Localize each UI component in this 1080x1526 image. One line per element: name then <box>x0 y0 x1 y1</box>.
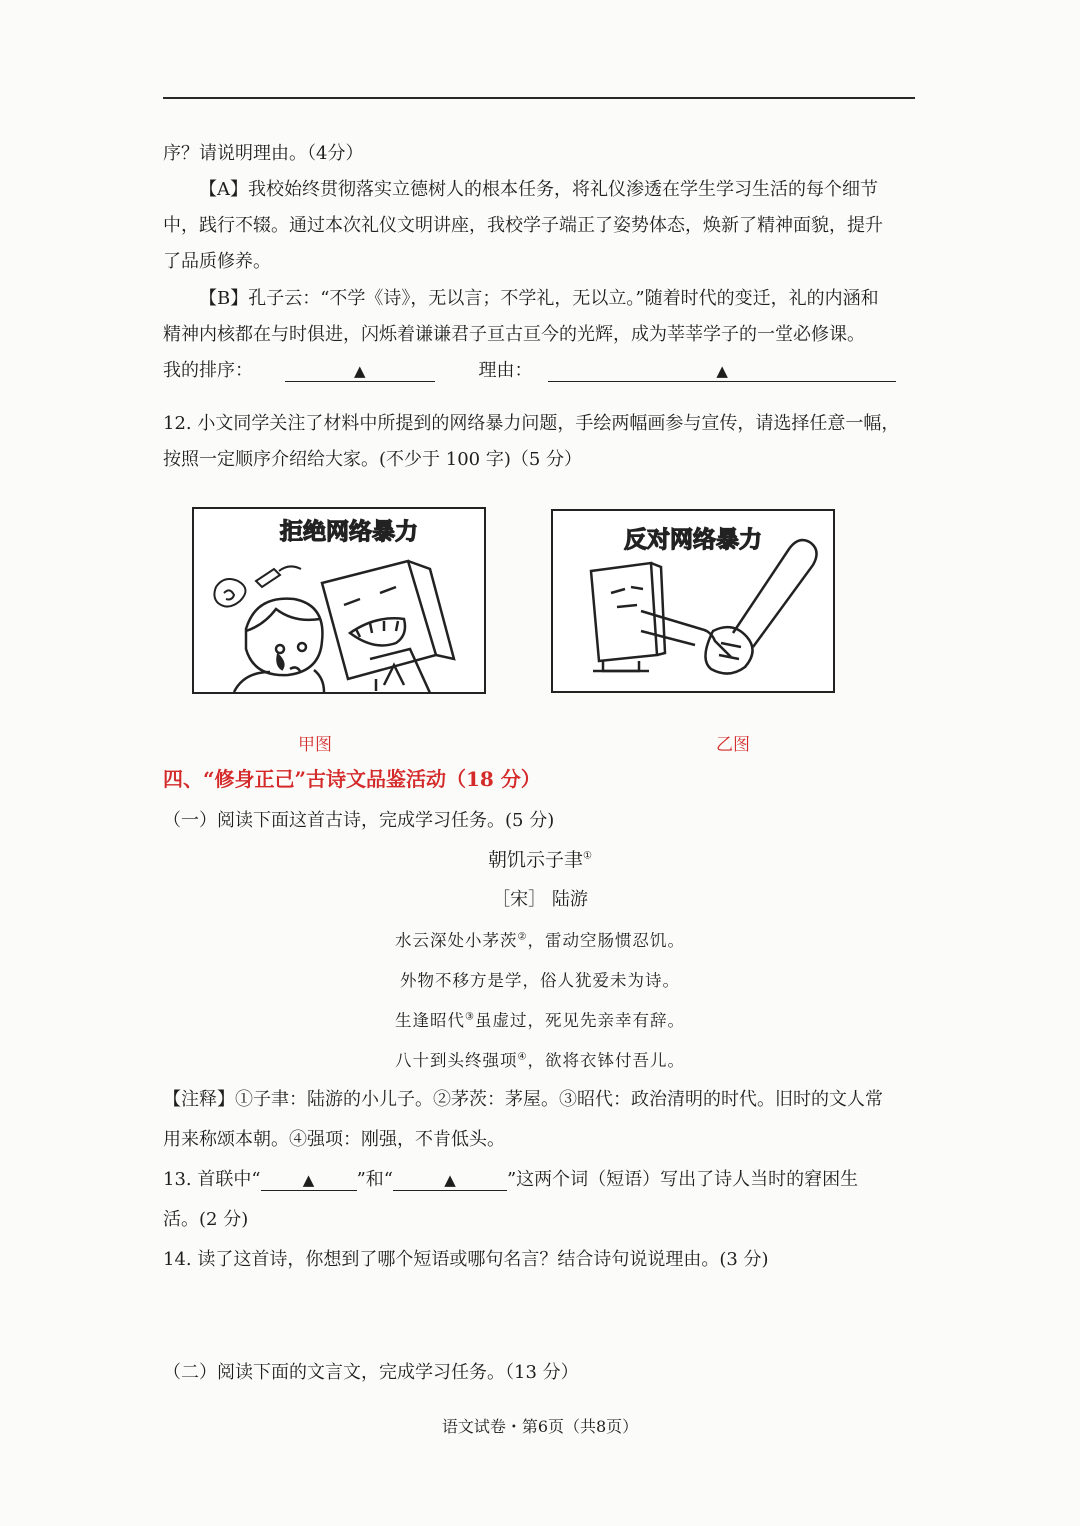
q11-continuation: 序？请说明理由。（4分） <box>163 143 364 164</box>
passage-a-line: 【A】我校始终贯彻落实立德树人的根本任务，将礼仪渗透在学生学习生活的每个细节 <box>199 179 878 200</box>
footnote-marker: ④ <box>517 1051 528 1063</box>
section-four-title: 四、“修身正己”古诗文品鉴活动（18 分） <box>163 767 541 791</box>
cartoon-left <box>192 507 486 694</box>
poem-line-4: 八十到头终强项④，欲将衣钵付吾儿。 <box>395 1051 685 1070</box>
cartoon-left-title: 拒绝网络暴力 <box>280 519 418 545</box>
part-two-instruction: （二）阅读下面的文言文，完成学习任务。（13 分） <box>163 1362 579 1383</box>
footnote-marker: ③ <box>465 1011 475 1023</box>
q12-line: 12. 小文同学关注了材料中所提到的网络暴力问题，手绘两幅画参与宣传，请选择任意一幅， <box>163 413 900 434</box>
footnote-marker: ① <box>583 850 592 862</box>
fist-with-bat-icon <box>641 540 817 673</box>
cartoon-right <box>551 509 835 693</box>
monitor-monster-icon <box>322 561 454 692</box>
footnote-marker: ② <box>517 931 528 943</box>
part-one-instruction: （一）阅读下面这首古诗，完成学习任务。(5 分) <box>163 810 555 831</box>
speech-symbols <box>214 566 301 606</box>
passage-a-line: 了品质修养。 <box>163 251 271 272</box>
answer-marker: ▲ <box>444 1171 456 1189</box>
poem-line-1: 水云深处小茅茨②，雷动空肠惯忍饥。 <box>395 931 685 950</box>
poem-title: 朝饥示子聿① <box>488 849 592 871</box>
crying-boy-icon <box>234 599 324 692</box>
order-label: 我的排序： <box>163 360 253 381</box>
q14-line: 14. 读了这首诗，你想到了哪个短语或哪句名言？结合诗句说说理由。(3 分) <box>163 1249 769 1270</box>
cartoon-left-drawing <box>194 509 484 692</box>
passage-b-line: 【B】孔子云：“不学《诗》，无以言；不学礼，无以立。”随着时代的变迁，礼的内涵和 <box>199 288 879 309</box>
annotation-line: 【注释】①子聿：陆游的小儿子。②茅茨：茅屋。③昭代：政治清明的时代。旧时的文人常 <box>163 1089 883 1110</box>
q12-line: 按照一定顺序介绍给大家。(不少于 100 字)（5 分） <box>163 449 583 470</box>
caption-left: 甲图 <box>298 735 332 755</box>
answer-marker: ▲ <box>302 1171 315 1189</box>
header-rule <box>163 97 915 99</box>
passage-b-line: 精神内核都在与时俱进，闪烁着谦谦君子亘古亘今的光辉，成为莘莘学子的一堂必修课。 <box>163 324 865 345</box>
reason-label: 理由： <box>478 360 533 381</box>
page-footer: 语文试卷・第6页（共8页） <box>441 1417 639 1436</box>
reason-answer-blank[interactable] <box>548 361 896 382</box>
cartoon-right-drawing <box>553 511 833 691</box>
annotation-line: 用来称颂本朝。④强项：刚强，不肯低头。 <box>163 1129 505 1150</box>
answer-marker: ▲ <box>353 362 366 380</box>
poem-line-2: 外物不移方是学，俗人犹爱未为诗。 <box>400 971 680 990</box>
cartoon-right-title: 反对网络暴力 <box>624 527 762 553</box>
q11-answer-row <box>163 359 923 383</box>
poem-author: ［宋］ 陆游 <box>492 889 588 910</box>
q13-blank-1[interactable] <box>261 1170 357 1191</box>
answer-marker: ▲ <box>716 362 728 380</box>
q13-blank-2[interactable] <box>393 1170 507 1191</box>
q13-line: 13. 首联中“ ▲ ”和“ ▲ ”这两个词（短语）写出了诗人当时的窘困生 <box>163 1169 859 1190</box>
order-answer-blank[interactable] <box>285 361 435 382</box>
poem-line-3: 生逢昭代③虽虚过，死见先亲幸有辞。 <box>395 1011 685 1030</box>
passage-a-line: 中，践行不辍。通过本次礼仪文明讲座，我校学子端正了姿势体态，焕新了精神面貌，提升 <box>163 215 883 236</box>
q13-line: 活。(2 分) <box>163 1209 249 1230</box>
computer-monitor-icon <box>591 563 665 671</box>
caption-right: 乙图 <box>716 735 750 755</box>
